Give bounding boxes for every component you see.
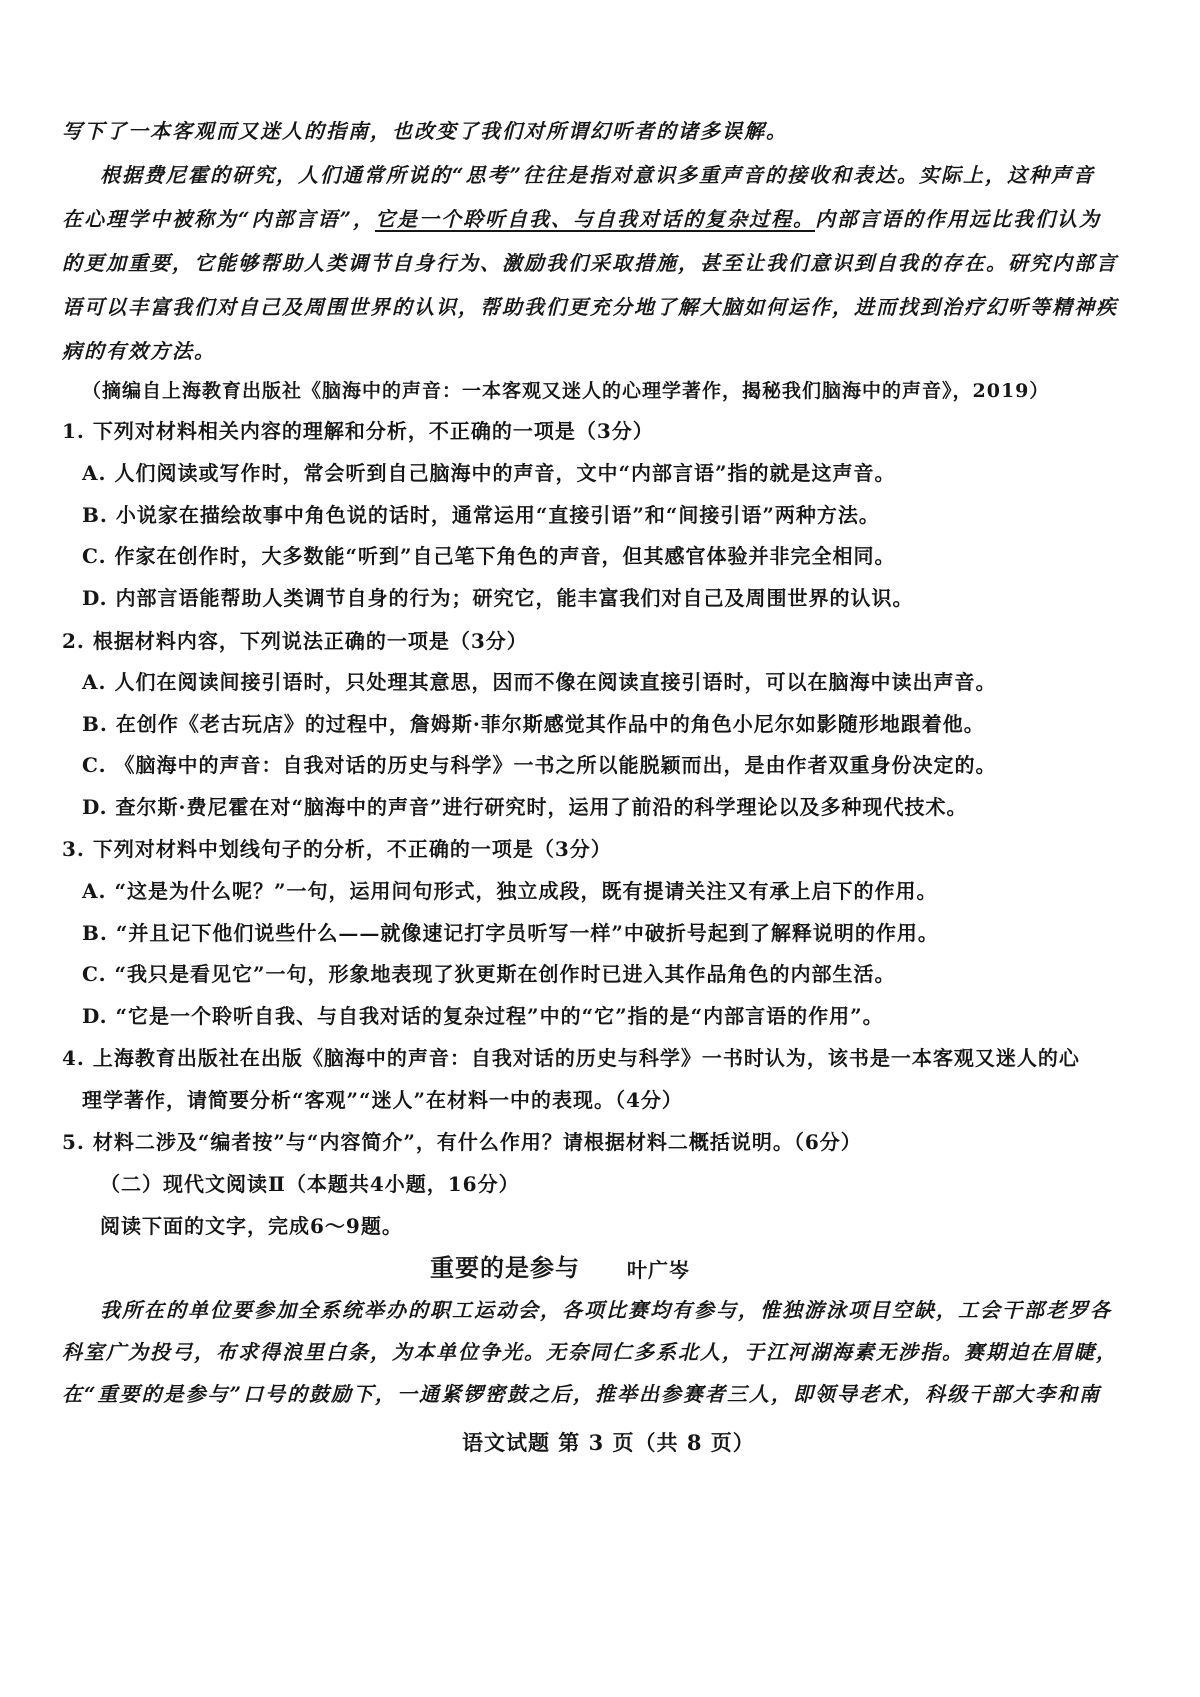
article-author: 叶广岑 (627, 1258, 690, 1282)
passage-line: 的更加重要，它能够帮助人类调节自身行为、激励我们采取措施，甚至让我们意识到自我的存在。研究内部言 (62, 251, 1118, 275)
passage-line: 根据费尼霍的研究，人们通常所说的“思考”往往是指对意识多重声音的接收和表达。实际上，这种声音 (100, 163, 1096, 187)
underlined-sentence: 它是一个聆听自我、与自我对话的复杂过程。 (375, 207, 816, 231)
source-citation: （摘编自上海教育出版社《脑海中的声音：一本客观又迷人的心理学著作，揭秘我们脑海中的声音》，2019） (82, 380, 1050, 402)
option-b: B. “并且记下他们说些什么——就像速记打字员听写一样”中破折号起到了解释说明的作用。 (82, 921, 939, 945)
page-footer: 语文试题 第 3 页（共 8 页） (462, 1430, 755, 1455)
option-a: A. “这是为什么呢？”一句，运用问句形式，独立成段，既有提请关注又有承上启下的作用。 (82, 879, 938, 903)
question-stem: 5. 材料二涉及“编者按”与“内容简介”，有什么作用？请根据材料二概括说明。（6分） (62, 1130, 862, 1154)
passage-line: 病的有效方法。 (62, 339, 216, 363)
article-paragraph-line: 科室广为投弓，布求得浪里白条，为本单位争光。无奈同仁多系北人，于江河湖海素无涉指。赛期迫在眉睫， (62, 1340, 1118, 1364)
passage-text: 内部言语的作用远比我们认为 (815, 207, 1102, 231)
question-stem-continued: 理学著作，请简要分析“客观”“迷人”在材料一中的表现。（4分） (82, 1088, 683, 1112)
option-a: A. 人们在阅读间接引语时，只处理其意思，因而不像在阅读直接引语时，可以在脑海中读出声音。 (82, 670, 997, 694)
question-stem: 1. 下列对材料相关内容的理解和分析，不正确的一项是（3分） (62, 419, 654, 443)
question-stem: 2. 根据材料内容，下列说法正确的一项是（3分） (62, 629, 528, 653)
option-d: D. 查尔斯·费尼霍在对“脑海中的声音”进行研究时，运用了前沿的科学理论以及多种现代技术。 (82, 795, 968, 819)
passage-line: 语可以丰富我们对自己及周围世界的认识，帮助我们更充分地了解大脑如何运作，进而找到治疗幻听等精神疾 (62, 295, 1118, 319)
option-d: D. 内部言语能帮助人类调节自身的行为；研究它，能丰富我们对自己及周围世界的认识。 (82, 586, 914, 610)
option-c: C. 《脑海中的声音：自我对话的历史与科学》一书之所以能脱颖而出，是由作者双重身份决定的。 (82, 753, 997, 777)
passage-line (62, 206, 1101, 232)
option-a: A. 人们阅读或写作时，常会听到自己脑海中的声音，文中“内部言语”指的就是这声音。 (82, 461, 896, 485)
section-instruction: 阅读下面的文字，完成6～9题。 (100, 1214, 403, 1238)
option-b: B. 小说家在描绘故事中角色说的话时，通常运用“直接引语”和“间接引语”两种方法。 (82, 503, 880, 527)
passage-line: 写下了一本客观而又迷人的指南，也改变了我们对所谓幻听者的诸多误解。 (62, 119, 788, 143)
option-c: C. “我只是看见它”一句，形象地表现了狄更斯在创作时已进入其作品角色的内部生活。 (82, 962, 896, 986)
option-d: D. “它是一个聆听自我、与自我对话的复杂过程”中的“它”指的是“内部言语的作用”。 (82, 1004, 884, 1028)
question-stem: 4. 上海教育出版社在出版《脑海中的声音：自我对话的历史与科学》一书时认为，该书是一本客观又迷人的心 (62, 1046, 1080, 1070)
article-paragraph-line: 我所在的单位要参加全系统举办的职工运动会，各项比赛均有参与，惟独游泳项目空缺，工会干部老罗各 (100, 1298, 1112, 1322)
passage-text: 在心理学中被称为“内部言语”， (62, 207, 376, 231)
article-title: 重要的是参与 (430, 1253, 580, 1282)
question-stem: 3. 下列对材料中划线句子的分析，不正确的一项是（3分） (62, 837, 612, 861)
option-c: C. 作家在创作时，大多数能“听到”自己笔下角色的声音，但其感官体验并非完全相同。 (82, 544, 896, 568)
option-b: B. 在创作《老古玩店》的过程中，詹姆斯·菲尔斯感觉其作品中的角色小尼尔如影随形地跟着他。 (82, 712, 985, 736)
section-heading: （二）现代文阅读Ⅱ（本题共4小题，16分） (100, 1172, 520, 1196)
article-paragraph-line: 在“重要的是参与”口号的鼓励下，一通紧锣密鼓之后，推举出参赛者三人，即领导老术，科级干部大李和南 (62, 1382, 1102, 1406)
